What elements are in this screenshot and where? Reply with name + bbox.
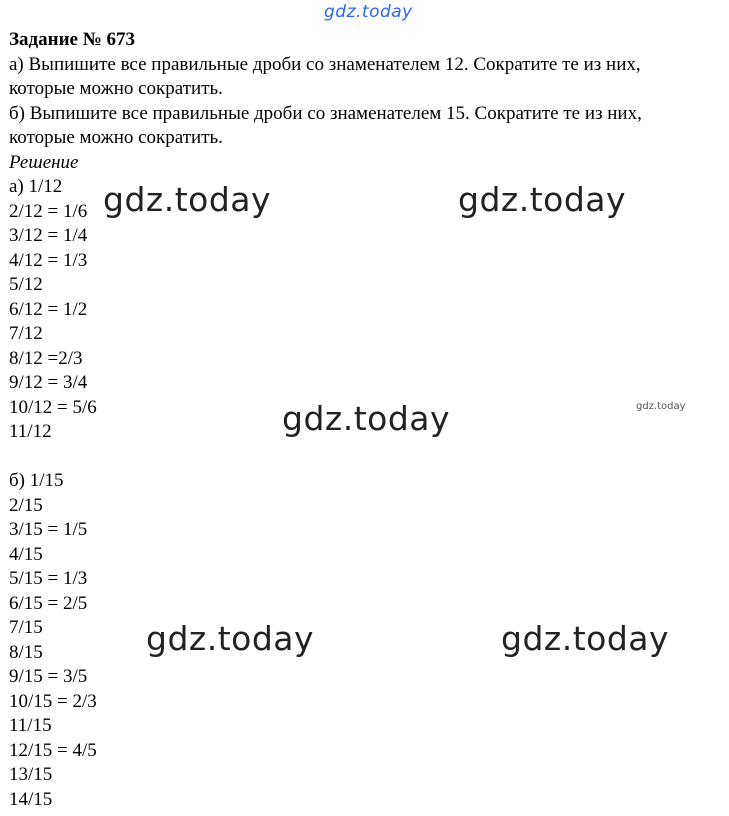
watermark: gdz.today [501,619,670,658]
watermark: gdz.today [146,619,315,658]
fraction-line: 4/15 [9,543,43,565]
fraction-line: 9/12 = 3/4 [9,372,88,393]
watermark-small: gdz.today [636,401,686,412]
fraction-line: 10/12 = 5/6 [9,396,97,418]
fraction-line: 3/12 = 1/4 [9,225,88,246]
solution-heading: Решение [9,151,79,173]
fraction-line: 14/15 [9,788,53,810]
task-title: Задание № 673 [9,29,136,50]
fraction-line: а) 1/12 [9,176,63,197]
fraction-line: 3/15 = 1/5 [9,519,88,540]
watermark-top: gdz.today [324,2,413,22]
fraction-line: 7/12 [9,323,43,344]
fraction-line: 2/12 = 1/6 [9,200,88,222]
fraction-line: 13/15 [9,764,53,785]
task-text-line: б) Выпишите все правильные дроби со знаменателем 15. Сократите те из них, [9,102,642,124]
fraction-line: б) 1/15 [9,470,64,491]
fraction-line: 5/15 = 1/3 [9,568,88,589]
fraction-line: 8/12 =2/3 [9,347,83,369]
fraction-line: 5/12 [9,274,43,295]
fraction-line: 9/15 = 3/5 [9,666,88,687]
fraction-line: 4/12 = 1/3 [9,249,88,271]
fraction-line: 8/15 [9,641,43,663]
fraction-line: 11/12 [9,421,52,442]
fraction-line: 11/15 [9,715,52,736]
fraction-line: 6/12 = 1/2 [9,298,88,320]
fraction-line: 7/15 [9,617,43,638]
watermark: gdz.today [103,180,272,219]
task-text-line: которые можно сократить. [9,127,223,148]
fraction-line: 6/15 = 2/5 [9,592,88,614]
spacer [9,445,724,470]
fraction-line: 12/15 = 4/5 [9,739,97,761]
task-text-line: которые можно сократить. [9,78,223,99]
watermark: gdz.today [458,180,627,219]
fraction-line: 2/15 [9,494,43,516]
fraction-line: 10/15 = 2/3 [9,690,97,712]
task-text-line: а) Выпишите все правильные дроби со знаменателем 12. Сократите те из них, [9,53,641,75]
watermark: gdz.today [282,399,451,438]
